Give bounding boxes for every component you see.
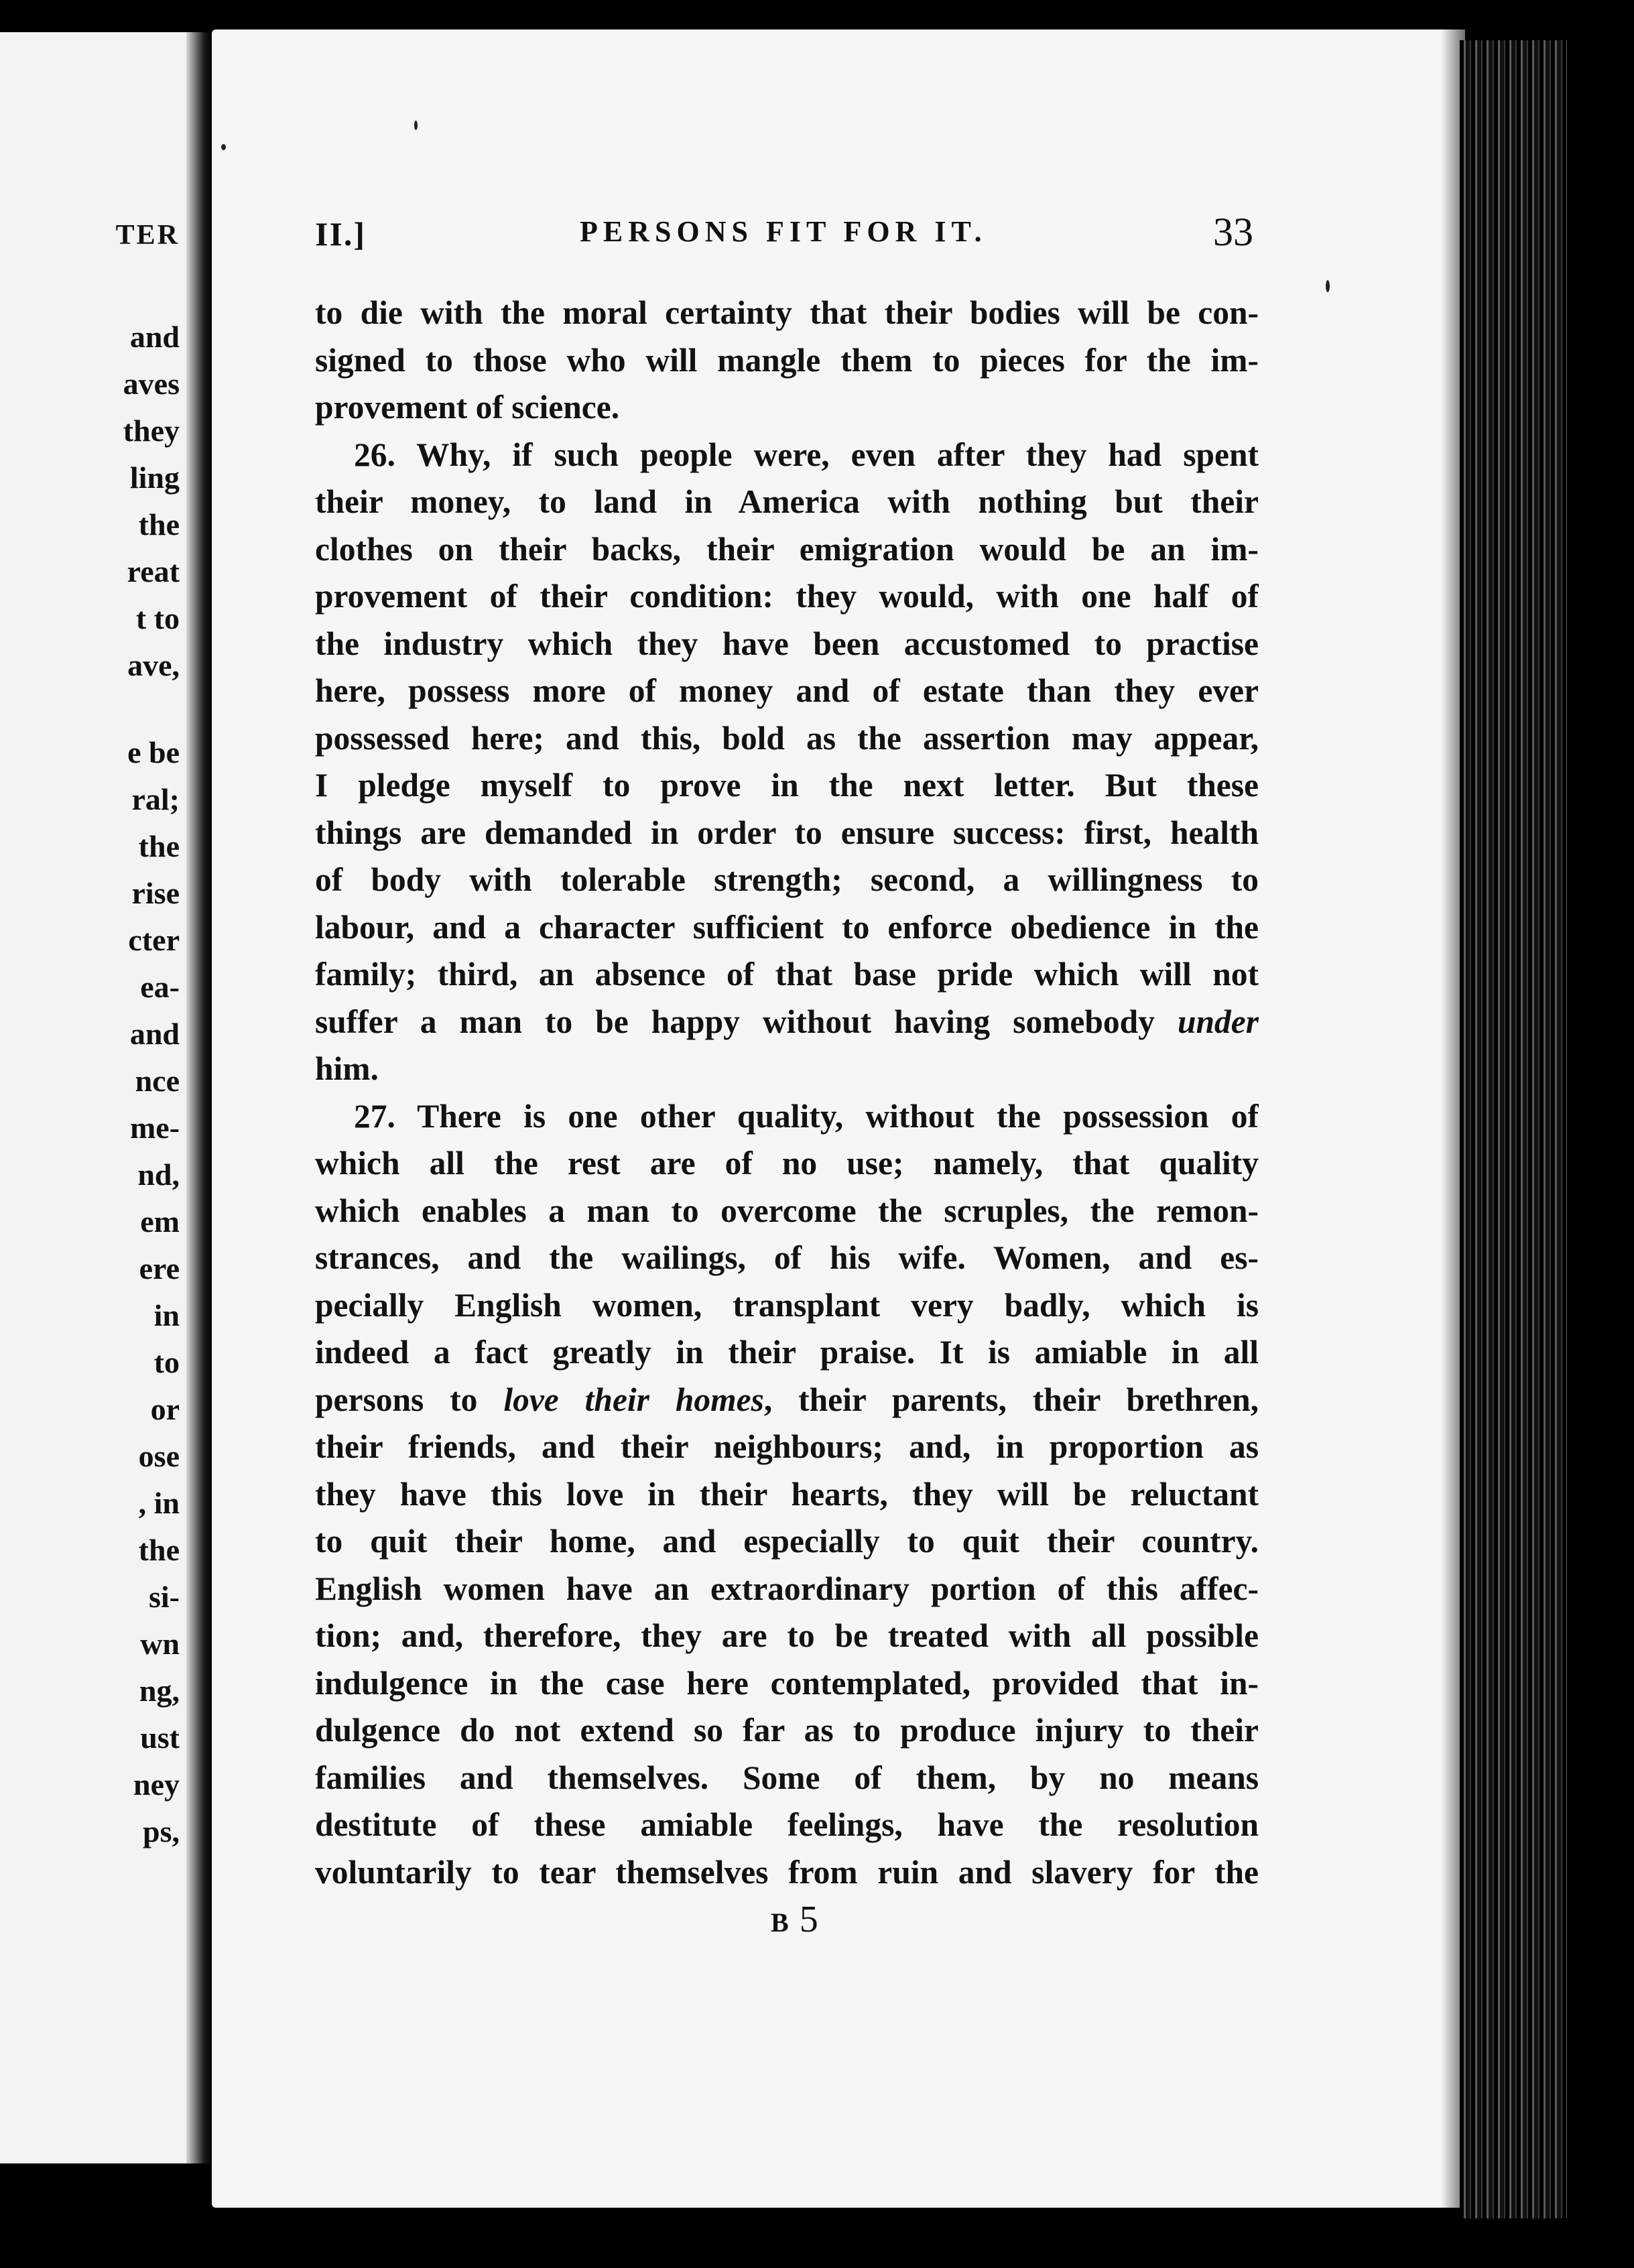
text-segment: persons to xyxy=(315,1381,478,1418)
left-page-line-fragment: ave, xyxy=(127,648,180,682)
text-line: provement of science. xyxy=(315,389,620,426)
text-line: to die with the moral certainty that their bodies will be con- xyxy=(315,294,1259,331)
text-line: they have this love in their hearts, they will be reluctant xyxy=(315,1475,1259,1513)
ink-speck xyxy=(1326,280,1330,292)
left-page-line-fragment: or xyxy=(150,1392,180,1426)
text-line: him. xyxy=(315,1050,379,1087)
text-line: which enables a man to overcome the scruples, the remon- xyxy=(315,1192,1259,1229)
left-page-line-fragment: the xyxy=(138,1533,180,1567)
book-gutter xyxy=(186,32,212,2163)
left-page-line-fragment: wn xyxy=(140,1627,180,1661)
text-line: things are demanded in order to ensure success: first, health xyxy=(315,814,1259,851)
text-line: destitute of these amiable feelings, have the resolution xyxy=(315,1806,1259,1843)
left-page-line-fragment: ral; xyxy=(131,782,180,816)
text-line: I pledge myself to prove in the next letter. But these xyxy=(315,767,1259,804)
paragraph-26-start: 26. Why, if such people were, even after they had spent xyxy=(354,436,1259,473)
text-line: signed to those who will mangle them to pieces for the im- xyxy=(315,341,1259,379)
left-page-line-fragment: ps, xyxy=(143,1814,180,1848)
page-number: 33 xyxy=(1213,210,1253,254)
left-page-line-fragment: the xyxy=(138,507,180,542)
text-line: families and themselves. Some of them, by no means xyxy=(315,1759,1259,1796)
book-page-edges xyxy=(1460,40,1567,2218)
left-page-line-fragment: me- xyxy=(129,1111,180,1145)
running-head xyxy=(315,210,1253,261)
text-line: their money, to land in America with nothing but their xyxy=(315,483,1259,520)
left-page-line-fragment: aves xyxy=(123,367,180,401)
left-page-line-fragment: ney xyxy=(133,1767,180,1802)
left-page-line-fragment: to xyxy=(153,1345,180,1379)
left-page-line-fragment: the xyxy=(138,829,180,863)
text-line: their friends, and their neighbours; and, in proportion as xyxy=(315,1428,1259,1465)
left-page-line-fragment: e be xyxy=(127,735,180,769)
left-page-line-fragment: , in xyxy=(138,1486,180,1520)
left-page-line-fragment: t to xyxy=(135,601,180,635)
text-line: strances, and the wailings, of his wife. Women, and es- xyxy=(315,1239,1259,1276)
chapter-number: II.] xyxy=(315,215,367,253)
italic-emphasis: love their homes xyxy=(503,1381,764,1418)
signature-letter: B xyxy=(771,1907,790,1938)
text-line: indeed a fact greatly in their praise. It is amiable in all xyxy=(315,1334,1259,1371)
text-line-with-italic xyxy=(315,1377,1259,1424)
text-line: pecially English women, transplant very badly, which is xyxy=(315,1286,1259,1324)
paragraph-27-start: 27. There is one other quality, without the possession of xyxy=(354,1097,1259,1135)
text-line: indulgence in the case here contemplated, provided that in- xyxy=(315,1664,1259,1702)
left-page-header-fragment: TER xyxy=(115,220,180,251)
text-line: clothes on their backs, their emigration would be an im- xyxy=(315,530,1259,568)
left-page-line-fragment: ng, xyxy=(139,1674,180,1708)
text-line: voluntarily to tear themselves from ruin and slavery for the xyxy=(315,1853,1259,1891)
text-line: here, possess more of money and of estate than they ever xyxy=(315,672,1259,709)
text-line: of body with tolerable strength; second, a willingness to xyxy=(315,861,1259,898)
left-page-line-fragment: and xyxy=(129,320,180,354)
ink-speck xyxy=(414,121,418,130)
text-segment: , their parents, their brethren, xyxy=(763,1381,1259,1418)
text-line: which all the rest are of no use; namely, that quality xyxy=(315,1145,1259,1182)
text-line: English women have an extraordinary portion of this affec- xyxy=(315,1570,1259,1607)
left-page-line-fragment: ose xyxy=(138,1439,180,1473)
signature-mark xyxy=(771,1898,818,1941)
ink-speck xyxy=(221,144,226,150)
left-page-line-fragment: reat xyxy=(127,554,180,588)
running-title: PERSONS FIT FOR IT. xyxy=(580,215,987,248)
left-page-line-fragment: and xyxy=(129,1017,180,1051)
text-line: tion; and, therefore, they are to be treated with all possible xyxy=(315,1617,1259,1654)
text-line: labour, and a character sufficient to enforce obedience in the xyxy=(315,908,1259,946)
left-page-line-fragment: ere xyxy=(139,1251,180,1285)
signature-number: 5 xyxy=(799,1899,818,1940)
left-page-line-fragment: cter xyxy=(128,923,180,957)
left-page xyxy=(0,32,186,2163)
text-line: the industry which they have been accustomed to practise xyxy=(315,625,1259,662)
left-page-line-fragment: nd, xyxy=(137,1157,180,1192)
text-line: to quit their home, and especially to quit their country. xyxy=(315,1523,1259,1560)
left-page-line-fragment: si- xyxy=(149,1580,180,1614)
text-line-with-italic xyxy=(315,999,1259,1046)
text-line: possessed here; and this, bold as the assertion may appear, xyxy=(315,719,1259,757)
left-page-line-fragment: ust xyxy=(140,1720,180,1755)
left-page-line-fragment: they xyxy=(123,414,180,448)
left-page-line-fragment: em xyxy=(140,1204,180,1239)
text-line: provement of their condition: they would, with one half of xyxy=(315,578,1259,615)
left-page-line-fragment: in xyxy=(153,1298,180,1332)
text-segment: suffer a man to be happy without having somebody xyxy=(315,1003,1155,1040)
italic-emphasis: under xyxy=(1177,1003,1259,1040)
left-page-line-fragment: ling xyxy=(129,460,180,495)
left-page-line-fragment: rise xyxy=(131,876,180,910)
left-page-line-fragment: nce xyxy=(135,1064,180,1098)
text-line: dulgence do not extend so far as to produce injury to their xyxy=(315,1712,1259,1749)
left-page-line-fragment: ea- xyxy=(140,970,180,1004)
body-text xyxy=(315,290,1259,1896)
text-line: family; third, an absence of that base pride which will not xyxy=(315,956,1259,993)
